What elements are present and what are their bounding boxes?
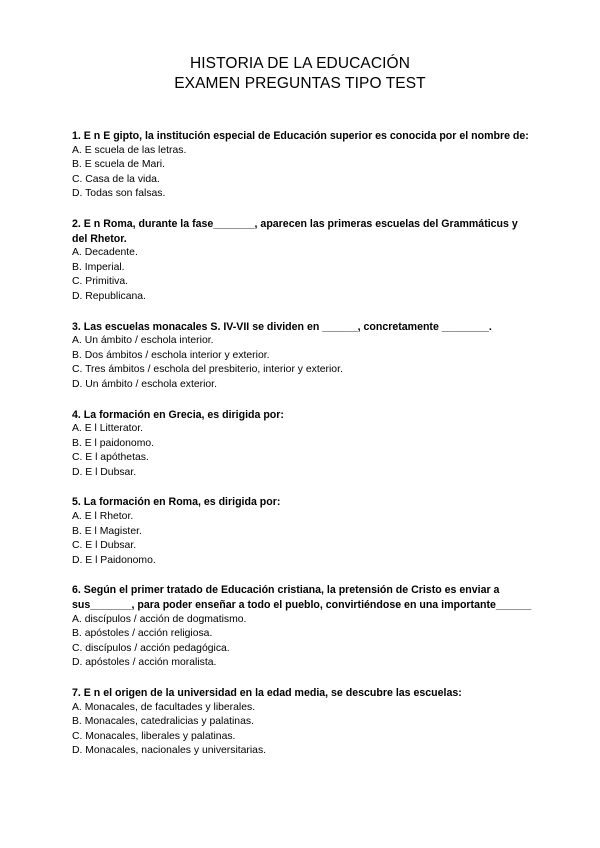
answer-option: B. E l Magister.	[72, 525, 142, 537]
answer-option: D. apóstoles / acción moralista.	[72, 657, 217, 669]
answer-option: B. Monacales, catedralicias y palatinas.	[72, 716, 254, 728]
answer-option: A. E l Rhetor.	[72, 511, 134, 523]
answer-option: A. discípulos / acción de dogmatismo.	[72, 613, 247, 625]
answer-option: A. E scuela de las letras.	[72, 144, 187, 156]
answer-option: C. Monacales, liberales y palatinas.	[72, 730, 236, 742]
question-6	[72, 583, 552, 671]
answer-option: A. E l Litterator.	[72, 423, 144, 435]
question-5	[72, 495, 552, 568]
answer-option: A. Monacales, de facultades y liberales.	[72, 701, 256, 713]
answer-option: D. Un ámbito / eschola exterior.	[72, 378, 217, 390]
answer-option: D. E l Dubsar.	[72, 466, 137, 478]
question-text: 4. La formación en Grecia, es dirigida por:	[72, 408, 284, 421]
question-text: 6. Según el primer tratado de Educación cristiana, la pretensión de Cristo es enviar a sus_______, para poder enseñar a todo el pueblo, convirtiéndose en una importante______	[72, 584, 532, 612]
question-2	[72, 217, 552, 305]
answer-option: B. E scuela de Mari.	[72, 159, 165, 171]
answer-option: B. apóstoles / acción religiosa.	[72, 628, 213, 640]
answer-option: C. E l Dubsar.	[72, 540, 137, 552]
question-text: 3. Las escuelas monacales S. IV-VII se dividen en ______, concretamente ________.	[72, 320, 492, 333]
answer-option: C. Casa de la vida.	[72, 173, 160, 185]
question-7	[72, 686, 552, 759]
answer-option: D. Monacales, nacionales y universitarias.	[72, 745, 267, 757]
question-1	[72, 129, 552, 202]
answer-option: C. E l apóthetas.	[72, 452, 149, 464]
answer-option: C. Tres ámbitos / eschola del presbiterio, interior y exterior.	[72, 364, 343, 376]
question-list	[72, 129, 552, 774]
answer-option: B. Dos ámbitos / eschola interior y exterior.	[72, 349, 270, 361]
answer-option: A. Decadente.	[72, 247, 138, 259]
question-3	[72, 320, 552, 393]
document-header	[0, 54, 600, 94]
document-title: HISTORIA DE LA EDUCACIÓN	[189, 55, 411, 72]
answer-option: B. E l paidonomo.	[72, 437, 155, 449]
question-text: 5. La formación en Roma, es dirigida por:	[72, 496, 281, 509]
question-4	[72, 408, 552, 481]
answer-option: C. discípulos / acción pedagógica.	[72, 642, 230, 654]
answer-option: A. Un ámbito / eschola interior.	[72, 335, 214, 347]
answer-option: C. Primitiva.	[72, 276, 128, 288]
question-text: 2. E n Roma, durante la fase_______, aparecen las primeras escuelas del Grammáticus y del Rhetor.	[72, 217, 518, 245]
answer-option: D. E l Paidonomo.	[72, 554, 156, 566]
question-text: 7. E n el origen de la universidad en la edad media, se descubre las escuelas:	[72, 687, 462, 699]
answer-option: D. Republicana.	[72, 290, 146, 302]
answer-option: B. Imperial.	[72, 261, 125, 273]
answer-option: D. Todas son falsas.	[72, 188, 166, 200]
question-text: 1. E n E gipto, la institución especial de Educación superior es conocida por el nombre de:	[72, 130, 529, 142]
document-subtitle: EXAMEN PREGUNTAS TIPO TEST	[174, 75, 426, 92]
